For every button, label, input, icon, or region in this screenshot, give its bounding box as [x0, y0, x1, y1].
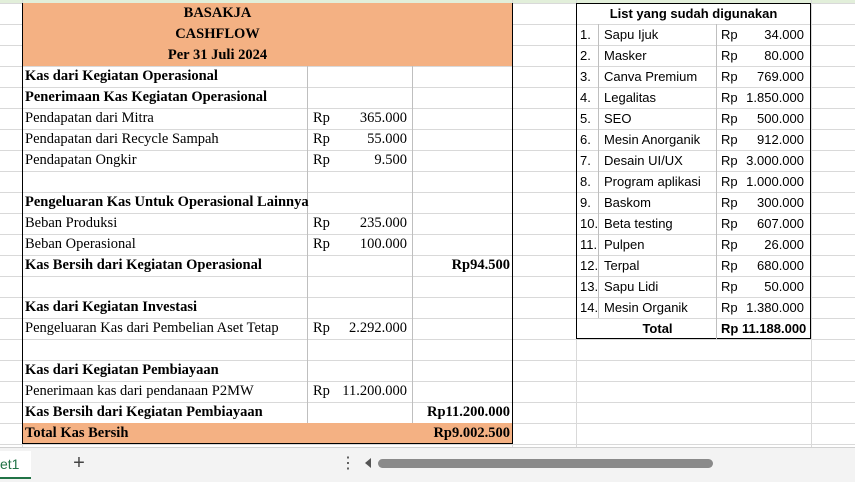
used-list-number[interactable]: 7. — [580, 153, 591, 168]
cashflow-row-label[interactable]: Pengeluaran Kas dari Pembelian Aset Tetap — [25, 320, 279, 336]
scroll-left-icon[interactable] — [365, 458, 371, 468]
used-list-amount[interactable]: 680.000 — [757, 258, 804, 273]
cashflow-row-total[interactable] — [415, 66, 510, 87]
cashflow-row-amount[interactable] — [330, 276, 407, 297]
cashflow-row-label[interactable]: Kas dari Kegiatan Pembiayaan — [25, 362, 219, 378]
cashflow-row-total[interactable] — [415, 171, 510, 192]
used-list-item-name[interactable]: Sapu Ijuk — [604, 27, 659, 42]
cashflow-row-total[interactable] — [415, 87, 510, 108]
used-list-currency[interactable]: Rp — [721, 132, 738, 147]
used-list-item-name[interactable]: Beta testing — [604, 216, 673, 231]
cashflow-row-total[interactable] — [415, 129, 510, 150]
used-list-number[interactable]: 4. — [580, 90, 591, 105]
used-list-currency[interactable]: Rp — [721, 27, 738, 42]
cashflow-row-total[interactable] — [415, 339, 510, 360]
used-list-currency[interactable]: Rp — [721, 195, 738, 210]
used-list-item-name[interactable]: Canva Premium — [604, 69, 698, 84]
cashflow-row-amount[interactable] — [330, 255, 407, 276]
cashflow-row-amount[interactable] — [330, 192, 407, 213]
used-list-item-name[interactable]: Masker — [604, 48, 647, 63]
used-list-currency[interactable]: Rp — [721, 237, 738, 252]
cashflow-row-total[interactable] — [415, 297, 510, 318]
column-divider — [412, 66, 413, 423]
cashflow-row-total[interactable] — [415, 360, 510, 381]
cashflow-row-label[interactable]: Penerimaan kas dari pendanaan P2MW — [25, 383, 254, 399]
used-list-number[interactable]: 14. — [580, 300, 599, 315]
cashflow-row-amount[interactable] — [330, 297, 407, 318]
cashflow-row-currency[interactable]: Rp — [313, 215, 330, 231]
used-list-amount[interactable]: 300.000 — [757, 195, 804, 210]
cashflow-row-amount[interactable] — [330, 171, 407, 192]
used-list-total-label[interactable]: Total — [642, 321, 673, 336]
used-list-total-amount[interactable]: Rp 11.188.000 — [721, 321, 807, 336]
list-column-divider — [716, 24, 717, 339]
used-list-amount[interactable]: 50.000 — [764, 279, 804, 294]
cashflow-subtitle[interactable]: CASHFLOW — [23, 24, 412, 45]
cashflow-row-currency[interactable]: Rp — [313, 152, 330, 168]
used-list-item-name[interactable]: Terpal — [604, 258, 640, 273]
cashflow-row-label[interactable]: Pendapatan dari Mitra — [25, 110, 154, 126]
used-list-item-name[interactable]: SEO — [604, 111, 632, 126]
used-list-item-name[interactable]: Baskom — [604, 195, 651, 210]
used-list-number[interactable]: 12. — [580, 258, 599, 273]
used-list-currency[interactable]: Rp — [721, 153, 738, 168]
cashflow-row-label[interactable]: Kas Bersih dari Kegiatan Pembiayaan — [25, 404, 263, 420]
used-list-amount[interactable]: 500.000 — [757, 111, 804, 126]
cashflow-title[interactable]: BASAKJA — [23, 3, 412, 24]
used-list-amount[interactable]: 1.380.000 — [746, 300, 804, 315]
header-fill — [412, 3, 512, 66]
used-list-amount[interactable]: 1.850.000 — [746, 90, 804, 105]
used-list-number[interactable]: 6. — [580, 132, 591, 147]
cashflow-row-total[interactable]: Rp9.002.500 — [433, 425, 510, 441]
used-list-currency[interactable]: Rp — [721, 300, 738, 315]
used-list-number[interactable]: 5. — [580, 111, 591, 126]
used-list-currency[interactable]: Rp — [721, 279, 738, 294]
cashflow-row-amount[interactable] — [330, 339, 407, 360]
cashflow-row-amount[interactable] — [330, 87, 407, 108]
cashflow-row-amount[interactable]: 11.200.000 — [342, 383, 407, 399]
used-list-item-name[interactable]: Program aplikasi — [604, 174, 701, 189]
used-list-currency[interactable]: Rp — [721, 174, 738, 189]
used-list-number[interactable]: 13. — [580, 279, 599, 294]
cashflow-row-total[interactable] — [415, 234, 510, 255]
used-list-amount[interactable]: 34.000 — [764, 27, 804, 42]
more-options-icon[interactable]: ⋮ — [340, 455, 356, 472]
used-list-item-name[interactable]: Legalitas — [604, 90, 657, 105]
used-list-item-name[interactable]: Mesin Anorganik — [604, 132, 701, 147]
cashflow-row-label[interactable]: Kas Bersih dari Kegiatan Operasional — [25, 257, 262, 273]
cashflow-row-amount[interactable]: 55.000 — [367, 131, 407, 147]
used-list-currency[interactable]: Rp — [721, 48, 738, 63]
cashflow-row-total[interactable]: Rp11.200.000 — [427, 404, 510, 420]
used-list-item-name[interactable]: Mesin Organik — [604, 300, 688, 315]
grid-column-line — [811, 0, 812, 447]
used-list-currency[interactable]: Rp — [721, 90, 738, 105]
used-list-amount[interactable]: 3.000.000 — [746, 153, 804, 168]
used-list-number[interactable]: 11. — [580, 237, 598, 252]
cashflow-row-currency[interactable]: Rp — [313, 320, 330, 336]
cashflow-row-amount[interactable] — [330, 402, 407, 423]
used-list-number[interactable]: 3. — [580, 69, 591, 84]
used-list-number[interactable]: 2. — [580, 48, 591, 63]
used-list-amount[interactable]: 26.000 — [764, 237, 804, 252]
cashflow-period[interactable]: Per 31 Juli 2024 — [23, 45, 412, 66]
cashflow-row-total[interactable] — [415, 381, 510, 402]
cashflow-row-total[interactable]: Rp94.500 — [451, 257, 510, 273]
horizontal-scrollbar[interactable] — [378, 459, 713, 468]
cashflow-row-label[interactable]: Kas dari Kegiatan Operasional — [25, 68, 218, 84]
cashflow-row-currency[interactable]: Rp — [313, 110, 330, 126]
list-column-divider — [598, 24, 599, 318]
used-list-number[interactable]: 10. — [580, 216, 599, 231]
cashflow-row-currency[interactable]: Rp — [313, 236, 330, 252]
cashflow-row-amount[interactable] — [330, 360, 407, 381]
column-divider — [307, 66, 308, 423]
used-list-amount[interactable]: 769.000 — [757, 69, 804, 84]
cashflow-row-label[interactable]: Pendapatan dari Recycle Sampah — [25, 131, 219, 147]
grid-row-line — [0, 444, 855, 445]
cashflow-row-total[interactable] — [415, 108, 510, 129]
sheet-tab-bar — [0, 447, 855, 482]
cashflow-row-total[interactable] — [415, 192, 510, 213]
used-list-item-name[interactable]: Desain UI/UX — [604, 153, 683, 168]
add-sheet-icon[interactable]: + — [73, 452, 85, 474]
cashflow-row-currency[interactable]: Rp — [313, 131, 330, 147]
cashflow-row-label[interactable]: Penerimaan Kas Kegiatan Operasional — [25, 89, 268, 105]
cashflow-row-label[interactable]: Total Kas Bersih — [25, 425, 129, 441]
cashflow-row-total[interactable] — [415, 276, 510, 297]
cashflow-row-label[interactable]: Beban Produksi — [25, 215, 118, 231]
cashflow-row-currency[interactable]: Rp — [313, 383, 330, 399]
cashflow-row-amount[interactable] — [330, 423, 407, 444]
cashflow-row-total[interactable] — [415, 213, 510, 234]
cashflow-row-amount[interactable]: 9.500 — [374, 152, 407, 168]
used-list-amount[interactable]: 912.000 — [757, 132, 804, 147]
cashflow-row-total[interactable] — [415, 318, 510, 339]
used-list-currency[interactable]: Rp — [721, 258, 738, 273]
used-list-item-name[interactable]: Pulpen — [604, 237, 645, 252]
used-list-amount[interactable]: 607.000 — [757, 216, 804, 231]
used-list-currency[interactable]: Rp — [721, 69, 738, 84]
cashflow-row-label[interactable]: Beban Operasional — [25, 236, 136, 252]
cashflow-row-amount[interactable]: 365.000 — [359, 110, 407, 126]
used-list-number[interactable]: 8. — [580, 174, 591, 189]
used-list-currency[interactable]: Rp — [721, 111, 738, 126]
cashflow-row-amount[interactable]: 2.292.000 — [349, 320, 407, 336]
used-list-amount[interactable]: 80.000 — [764, 48, 804, 63]
cashflow-row-label[interactable]: Pengeluaran Kas Untuk Operasional Lainnya — [25, 194, 309, 210]
used-list-currency[interactable]: Rp — [721, 216, 738, 231]
used-list-amount[interactable]: 1.000.000 — [746, 174, 804, 189]
used-list-item-name[interactable]: Sapu Lidi — [604, 279, 659, 294]
used-list-number[interactable]: 1. — [580, 27, 591, 42]
sheet-tab[interactable]: et1 — [0, 451, 31, 479]
cashflow-row-total[interactable] — [415, 150, 510, 171]
cashflow-row-amount[interactable]: 235.000 — [359, 215, 407, 231]
cashflow-row-label[interactable]: Pendapatan Ongkir — [25, 152, 137, 168]
cashflow-row-label[interactable]: Kas dari Kegiatan Investasi — [25, 299, 197, 315]
cashflow-row-amount[interactable] — [330, 66, 407, 87]
used-list-title[interactable]: List yang sudah digunakan — [609, 6, 778, 21]
used-list-number[interactable]: 9. — [580, 195, 591, 210]
cashflow-row-amount[interactable]: 100.000 — [359, 236, 407, 252]
